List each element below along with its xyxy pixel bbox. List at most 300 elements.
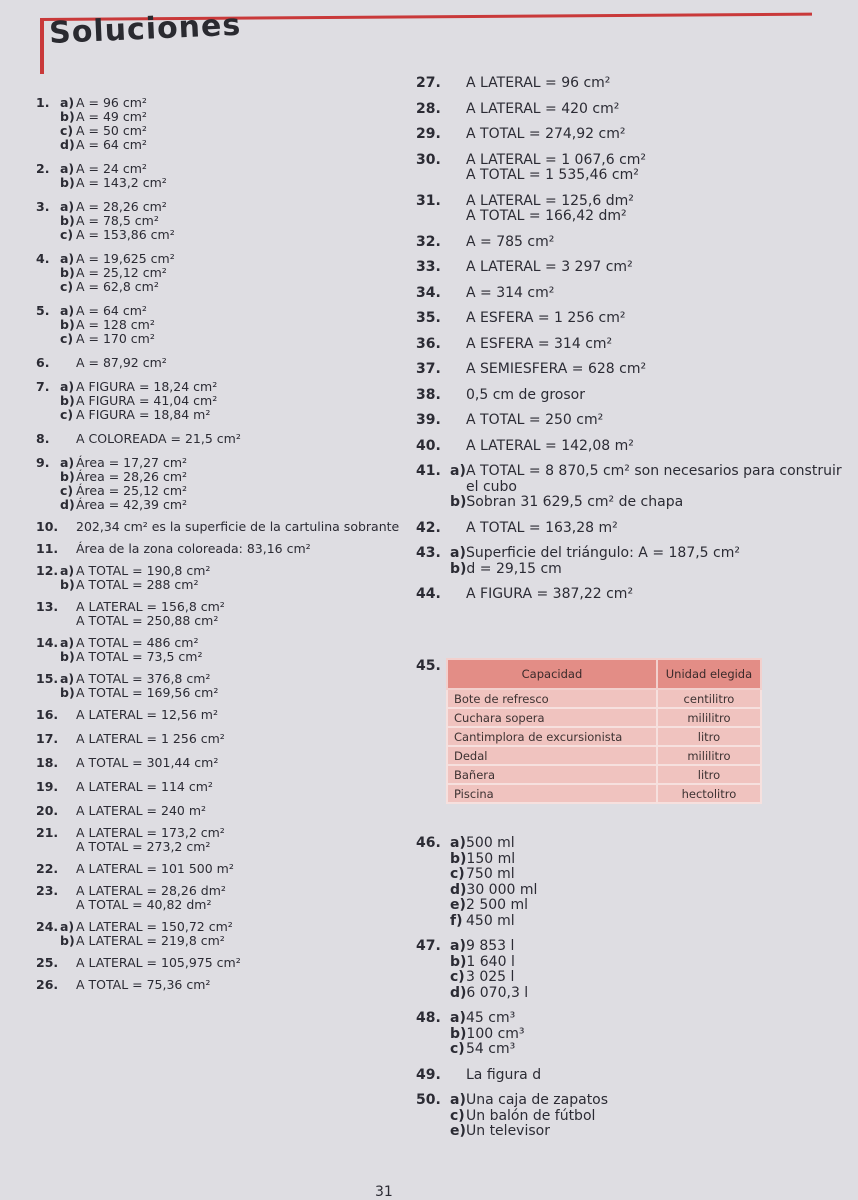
answer-label: c) bbox=[450, 866, 465, 882]
answer-text: 450 ml bbox=[466, 912, 515, 929]
solution-item bbox=[416, 194, 836, 225]
table-row bbox=[447, 746, 761, 765]
item-number: 47. bbox=[416, 938, 441, 954]
answer-text: A LATERAL = 142,08 m² bbox=[466, 437, 634, 454]
table-cell-unidad: centilitro bbox=[657, 689, 761, 708]
answer-label: b) bbox=[60, 213, 75, 228]
answer-line bbox=[450, 1027, 525, 1043]
answer-line bbox=[60, 394, 217, 408]
solution-item bbox=[36, 200, 411, 242]
answer-text: 6 070,3 l bbox=[466, 984, 529, 1001]
answer-line bbox=[60, 162, 167, 176]
item-number: 3. bbox=[36, 199, 50, 214]
item-number: 32. bbox=[416, 233, 441, 250]
answer-label: a) bbox=[60, 671, 75, 686]
answer-line bbox=[60, 650, 202, 664]
answer-label: a) bbox=[60, 199, 75, 214]
answer-text: A TOTAL = 288 cm² bbox=[76, 577, 199, 592]
answer-label: a) bbox=[60, 303, 75, 318]
answer-line bbox=[450, 480, 842, 496]
solution-item bbox=[416, 102, 836, 118]
answer-text: A = 64 cm² bbox=[76, 137, 147, 152]
answer-line bbox=[60, 920, 233, 934]
item-number: 12. bbox=[36, 563, 59, 578]
answer-line bbox=[450, 1042, 525, 1058]
answer-line bbox=[60, 228, 175, 242]
answer-line bbox=[450, 939, 528, 955]
item-number: 1. bbox=[36, 95, 50, 110]
item-number: 7. bbox=[36, 379, 50, 394]
header-rule-vertical bbox=[40, 18, 44, 74]
answer-text: A LATERAL = 219,8 cm² bbox=[76, 933, 225, 948]
answer-text: A = 62,8 cm² bbox=[76, 279, 159, 294]
item-number: 19. bbox=[36, 779, 59, 794]
solution-item bbox=[416, 337, 836, 353]
answer-label: b) bbox=[60, 393, 75, 408]
answer-label: b) bbox=[60, 685, 75, 700]
answer-text: A FIGURA = 41,04 cm² bbox=[76, 393, 218, 408]
item-number: 10. bbox=[36, 519, 59, 534]
answer-text: Un balón de fútbol bbox=[466, 1107, 596, 1124]
item-number: 46. bbox=[416, 835, 441, 851]
solution-item bbox=[416, 127, 836, 143]
answer-line bbox=[60, 686, 218, 700]
answer-text: A = 19,625 cm² bbox=[76, 251, 175, 266]
item-number: 39. bbox=[416, 412, 441, 428]
answer-text: A ESFERA = 314 cm² bbox=[466, 335, 613, 352]
solution-item bbox=[416, 463, 842, 511]
answer-line bbox=[450, 286, 554, 302]
answer-label: a) bbox=[450, 545, 466, 561]
answer-line bbox=[450, 1011, 525, 1027]
answer-text: A LATERAL = 150,72 cm² bbox=[76, 919, 233, 934]
answer-line bbox=[450, 867, 537, 883]
answer-line bbox=[450, 311, 626, 327]
solution-item bbox=[416, 1093, 836, 1140]
table-cell-unidad: mililitro bbox=[657, 708, 761, 727]
solution-item bbox=[416, 260, 836, 276]
answer-line bbox=[450, 194, 634, 210]
answer-line bbox=[60, 934, 233, 948]
answer-text: Área de la zona coloreada: 83,16 cm² bbox=[76, 541, 311, 556]
answer-line bbox=[60, 780, 213, 794]
item-number: 16. bbox=[36, 707, 59, 722]
answer-text: A TOTAL = 273,2 cm² bbox=[76, 839, 211, 854]
answer-line bbox=[60, 456, 187, 470]
answer-text: 30 000 ml bbox=[466, 881, 538, 898]
answer-label: d) bbox=[60, 497, 75, 512]
answer-text: A TOTAL = 274,92 cm² bbox=[466, 126, 626, 142]
item-number: 34. bbox=[416, 284, 441, 301]
answer-text: Área = 25,12 cm² bbox=[76, 483, 188, 498]
solution-item bbox=[36, 978, 411, 992]
solution-item bbox=[36, 304, 411, 346]
answer-line bbox=[60, 356, 167, 370]
answer-text: A TOTAL = 163,28 m² bbox=[466, 519, 618, 536]
solution-item bbox=[36, 432, 411, 446]
answer-label: d) bbox=[450, 984, 467, 1001]
answer-line bbox=[60, 756, 218, 770]
solution-item bbox=[36, 826, 411, 854]
solution-item bbox=[36, 456, 411, 512]
answer-line bbox=[450, 388, 585, 404]
answer-label: b) bbox=[450, 560, 467, 577]
item-number: 11. bbox=[36, 541, 59, 556]
answer-line bbox=[60, 578, 210, 592]
answer-label: d) bbox=[60, 137, 75, 152]
answer-text: A TOTAL = 486 cm² bbox=[76, 635, 199, 650]
answer-text: A LATERAL = 3 297 cm² bbox=[466, 259, 633, 275]
answer-text: A LATERAL = 105,975 cm² bbox=[76, 955, 241, 970]
answer-label: b) bbox=[60, 175, 75, 190]
answer-text: Superficie del triángulo: A = 187,5 cm² bbox=[466, 545, 740, 561]
answer-text: 9 853 l bbox=[466, 938, 515, 954]
answer-label: b) bbox=[450, 850, 467, 867]
left-column bbox=[36, 96, 411, 992]
table-cell-capacidad: Piscina bbox=[447, 784, 657, 803]
answer-line bbox=[60, 708, 218, 722]
answer-label: c) bbox=[60, 407, 74, 422]
item-number: 21. bbox=[36, 825, 59, 840]
item-number: 4. bbox=[36, 251, 50, 266]
solution-item bbox=[36, 708, 411, 722]
answer-label: a) bbox=[450, 835, 466, 851]
answer-text: A = 128 cm² bbox=[76, 317, 155, 332]
solution-item bbox=[416, 413, 836, 429]
answer-text: A FIGURA = 387,22 cm² bbox=[466, 586, 634, 602]
answer-text: A = 87,92 cm² bbox=[76, 355, 167, 370]
answer-label: c) bbox=[450, 1107, 465, 1124]
answer-text: A TOTAL = 250,88 cm² bbox=[76, 613, 219, 628]
table-header-capacidad: Capacidad bbox=[447, 659, 657, 689]
answer-line bbox=[60, 138, 147, 152]
answer-label: a) bbox=[60, 455, 75, 470]
answer-text: A TOTAL = 8 870,5 cm² son necesarios para construir bbox=[466, 463, 842, 479]
solution-item bbox=[416, 1011, 836, 1058]
answer-line bbox=[450, 76, 610, 92]
answer-label: a) bbox=[450, 938, 466, 954]
answer-label: c) bbox=[60, 331, 74, 346]
solution-item bbox=[36, 520, 411, 534]
answer-label: d) bbox=[450, 881, 467, 898]
solution-item bbox=[416, 439, 836, 455]
solution-item bbox=[416, 836, 836, 929]
answer-text: A = 96 cm² bbox=[76, 95, 147, 110]
answer-line bbox=[450, 562, 740, 578]
answer-label: c) bbox=[60, 483, 74, 498]
solution-item bbox=[36, 96, 411, 152]
answer-label: a) bbox=[60, 919, 75, 934]
item-number: 33. bbox=[416, 259, 441, 275]
answer-text: 3 025 l bbox=[466, 969, 515, 985]
answer-line bbox=[60, 470, 187, 484]
solution-item bbox=[36, 252, 411, 294]
answer-text: A = 64 cm² bbox=[76, 303, 147, 318]
solution-item bbox=[36, 672, 411, 700]
table-row bbox=[447, 727, 761, 746]
item-number: 26. bbox=[36, 977, 59, 992]
answer-line bbox=[60, 898, 226, 912]
answer-line bbox=[450, 587, 633, 603]
answer-label: b) bbox=[450, 494, 467, 510]
capacity-table bbox=[446, 658, 762, 804]
table-cell-unidad: mililitro bbox=[657, 746, 761, 765]
item-number: 17. bbox=[36, 731, 59, 746]
item-number: 40. bbox=[416, 437, 441, 454]
answer-line bbox=[60, 200, 175, 214]
item-number: 29. bbox=[416, 126, 441, 142]
answer-line bbox=[450, 883, 537, 899]
answer-line bbox=[450, 1124, 608, 1140]
answer-text: 45 cm³ bbox=[466, 1010, 516, 1026]
answer-text: A = 49 cm² bbox=[76, 109, 147, 124]
answer-label: a) bbox=[60, 563, 75, 578]
answer-text: A TOTAL = 250 cm² bbox=[466, 412, 604, 428]
answer-line bbox=[450, 986, 528, 1002]
answer-text: A LATERAL = 114 cm² bbox=[76, 779, 213, 794]
answer-line bbox=[450, 260, 633, 276]
answer-text: d = 29,15 cm bbox=[466, 560, 562, 577]
answer-line bbox=[60, 884, 226, 898]
answer-line bbox=[60, 840, 225, 854]
answer-line bbox=[450, 362, 646, 378]
answer-text: A SEMIESFERA = 628 cm² bbox=[466, 361, 647, 377]
answer-line bbox=[450, 495, 842, 511]
answer-text: A LATERAL = 240 m² bbox=[76, 803, 207, 818]
answer-text: La figura d bbox=[466, 1066, 542, 1083]
item-number: 30. bbox=[416, 151, 441, 168]
page-number: 31 bbox=[375, 1184, 393, 1200]
answer-line bbox=[60, 978, 210, 992]
answer-text: A LATERAL = 125,6 dm² bbox=[466, 192, 634, 209]
answer-text: Área = 28,26 cm² bbox=[76, 469, 188, 484]
answer-label: f) bbox=[450, 912, 463, 929]
table-header-unidad: Unidad elegida bbox=[657, 659, 761, 689]
answer-line bbox=[450, 1068, 541, 1084]
answer-line bbox=[450, 337, 612, 353]
answer-line bbox=[60, 520, 399, 534]
solution-item bbox=[416, 286, 836, 302]
solution-item bbox=[36, 380, 411, 422]
item-number: 35. bbox=[416, 310, 441, 326]
answer-text: A = 24 cm² bbox=[76, 161, 147, 176]
answer-line bbox=[60, 266, 175, 280]
solution-item bbox=[416, 587, 836, 603]
table-cell-capacidad: Bote de refresco bbox=[447, 689, 657, 708]
answer-line bbox=[60, 280, 175, 294]
table-cell-capacidad: Cuchara sopera bbox=[447, 708, 657, 727]
answer-text: A TOTAL = 75,36 cm² bbox=[76, 977, 211, 992]
answer-text: A TOTAL = 1 535,46 cm² bbox=[466, 167, 639, 183]
table-cell-capacidad: Bañera bbox=[447, 765, 657, 784]
answer-label: b) bbox=[60, 649, 75, 664]
answer-line bbox=[60, 826, 225, 840]
solution-item bbox=[36, 732, 411, 746]
solution-item bbox=[36, 920, 411, 948]
page-title: Soluciones bbox=[48, 7, 242, 52]
item-number: 6. bbox=[36, 355, 50, 370]
solution-item bbox=[36, 756, 411, 770]
table-cell-capacidad: Cantimplora de excursionista bbox=[447, 727, 657, 746]
answer-label: e) bbox=[450, 1123, 466, 1139]
answer-text: A TOTAL = 376,8 cm² bbox=[76, 671, 211, 686]
answer-text: 202,34 cm² es la superficie de la cartulina sobrante bbox=[76, 519, 400, 534]
answer-text: 54 cm³ bbox=[466, 1041, 516, 1057]
answer-label: a) bbox=[60, 635, 75, 650]
item-number: 22. bbox=[36, 861, 59, 876]
answer-line bbox=[60, 318, 155, 332]
answer-text: A = 170 cm² bbox=[76, 331, 155, 346]
answer-line bbox=[60, 214, 175, 228]
solution-item bbox=[36, 862, 411, 876]
answer-label: c) bbox=[60, 279, 74, 294]
answer-line bbox=[60, 304, 155, 318]
answer-line bbox=[450, 413, 603, 429]
answer-text: Sobran 31 629,5 cm² de chapa bbox=[466, 494, 684, 510]
answer-line bbox=[60, 124, 147, 138]
solution-item bbox=[36, 884, 411, 912]
solution-item bbox=[36, 564, 411, 592]
answer-line bbox=[60, 110, 147, 124]
answer-line bbox=[60, 408, 217, 422]
answer-label: b) bbox=[60, 109, 75, 124]
answer-line bbox=[60, 176, 167, 190]
answer-line bbox=[450, 546, 740, 562]
answer-text: A LATERAL = 173,2 cm² bbox=[76, 825, 225, 840]
answer-label: b) bbox=[60, 469, 75, 484]
item-number: 8. bbox=[36, 431, 50, 446]
answer-text: 1 640 l bbox=[466, 953, 515, 970]
answer-label: b) bbox=[450, 953, 467, 970]
answer-label: b) bbox=[60, 265, 75, 280]
item-number: 36. bbox=[416, 335, 441, 352]
answer-line bbox=[60, 614, 225, 628]
solution-item bbox=[416, 153, 836, 184]
answer-text: A = 50 cm² bbox=[76, 123, 147, 138]
answer-line bbox=[450, 439, 634, 455]
answer-label: a) bbox=[60, 251, 75, 266]
answer-line bbox=[60, 732, 225, 746]
item-number: 48. bbox=[416, 1010, 441, 1026]
answer-text: 750 ml bbox=[466, 866, 515, 882]
answer-label: c) bbox=[450, 1041, 465, 1057]
answer-text: A TOTAL = 169,56 cm² bbox=[76, 685, 219, 700]
answer-line bbox=[60, 956, 241, 970]
answer-line bbox=[60, 498, 187, 512]
answer-line bbox=[60, 804, 206, 818]
item-number: 18. bbox=[36, 755, 59, 770]
answer-label: b) bbox=[60, 933, 75, 948]
answer-text: A LATERAL = 28,26 dm² bbox=[76, 883, 226, 898]
answer-line bbox=[60, 96, 147, 110]
answer-line bbox=[450, 209, 634, 225]
solution-item bbox=[416, 362, 836, 378]
answer-text: A = 143,2 cm² bbox=[76, 175, 167, 190]
answer-text: A LATERAL = 1 256 cm² bbox=[76, 731, 225, 746]
answer-text: A = 785 cm² bbox=[466, 233, 555, 250]
answer-line bbox=[450, 153, 646, 169]
answer-text: A COLOREADA = 21,5 cm² bbox=[76, 431, 241, 446]
solution-item bbox=[416, 76, 836, 92]
answer-text: 500 ml bbox=[466, 835, 515, 851]
solution-item bbox=[416, 521, 836, 537]
answer-text: A LATERAL = 12,56 m² bbox=[76, 707, 218, 722]
answer-label: a) bbox=[450, 1010, 466, 1026]
answer-text: A TOTAL = 73,5 cm² bbox=[76, 649, 203, 664]
item-number: 44. bbox=[416, 586, 441, 602]
answer-text: A TOTAL = 166,42 dm² bbox=[466, 208, 627, 224]
answer-line bbox=[450, 914, 537, 930]
answer-label: b) bbox=[60, 317, 75, 332]
item-number-45: 45. bbox=[416, 658, 441, 674]
answer-label: b) bbox=[450, 1025, 467, 1042]
solution-item bbox=[36, 780, 411, 794]
item-number: 25. bbox=[36, 955, 59, 970]
solution-item bbox=[416, 311, 836, 327]
answer-label: e) bbox=[450, 897, 466, 913]
answer-line bbox=[450, 102, 619, 118]
answer-line bbox=[60, 380, 217, 394]
answer-line bbox=[450, 836, 537, 852]
answer-text: A TOTAL = 40,82 dm² bbox=[76, 897, 212, 912]
answer-label: a) bbox=[60, 161, 75, 176]
answer-text: el cubo bbox=[466, 478, 517, 495]
item-number: 37. bbox=[416, 361, 441, 377]
item-number: 28. bbox=[416, 100, 441, 117]
answer-text: A = 153,86 cm² bbox=[76, 227, 175, 242]
table-row bbox=[447, 689, 761, 708]
answer-line bbox=[450, 955, 528, 971]
right-column bbox=[416, 75, 842, 603]
item-number: 20. bbox=[36, 803, 59, 818]
answer-line bbox=[60, 432, 241, 446]
item-number: 9. bbox=[36, 455, 50, 470]
table-cell-unidad: hectolitro bbox=[657, 784, 761, 803]
answer-text: A LATERAL = 420 cm² bbox=[466, 100, 620, 117]
item-number: 41. bbox=[416, 463, 441, 479]
answer-label: b) bbox=[60, 577, 75, 592]
answer-text: A = 78,5 cm² bbox=[76, 213, 159, 228]
answer-text: A FIGURA = 18,84 m² bbox=[76, 407, 211, 422]
answer-label: a) bbox=[450, 463, 466, 479]
answer-label: c) bbox=[60, 123, 74, 138]
item-number: 14. bbox=[36, 635, 59, 650]
solution-item bbox=[36, 636, 411, 664]
solution-item bbox=[36, 162, 411, 190]
item-number: 43. bbox=[416, 545, 441, 561]
answer-text: 2 500 ml bbox=[466, 897, 529, 913]
answer-text: Una caja de zapatos bbox=[466, 1092, 609, 1108]
answer-line bbox=[450, 235, 554, 251]
answer-text: A = 25,12 cm² bbox=[76, 265, 167, 280]
solution-item bbox=[36, 542, 411, 556]
item-number: 13. bbox=[36, 599, 59, 614]
answer-line bbox=[60, 600, 225, 614]
item-number: 50. bbox=[416, 1092, 441, 1108]
answer-text: A TOTAL = 190,8 cm² bbox=[76, 563, 211, 578]
answer-text: A TOTAL = 301,44 cm² bbox=[76, 755, 219, 770]
item-number: 5. bbox=[36, 303, 50, 318]
solution-item bbox=[36, 956, 411, 970]
item-number: 38. bbox=[416, 386, 441, 403]
item-number: 24. bbox=[36, 919, 59, 934]
answer-line bbox=[450, 1109, 608, 1125]
table-row bbox=[447, 784, 761, 803]
answer-label: a) bbox=[60, 95, 75, 110]
answer-line bbox=[60, 636, 202, 650]
solution-item bbox=[416, 546, 836, 577]
answer-text: Área = 42,39 cm² bbox=[76, 497, 188, 512]
